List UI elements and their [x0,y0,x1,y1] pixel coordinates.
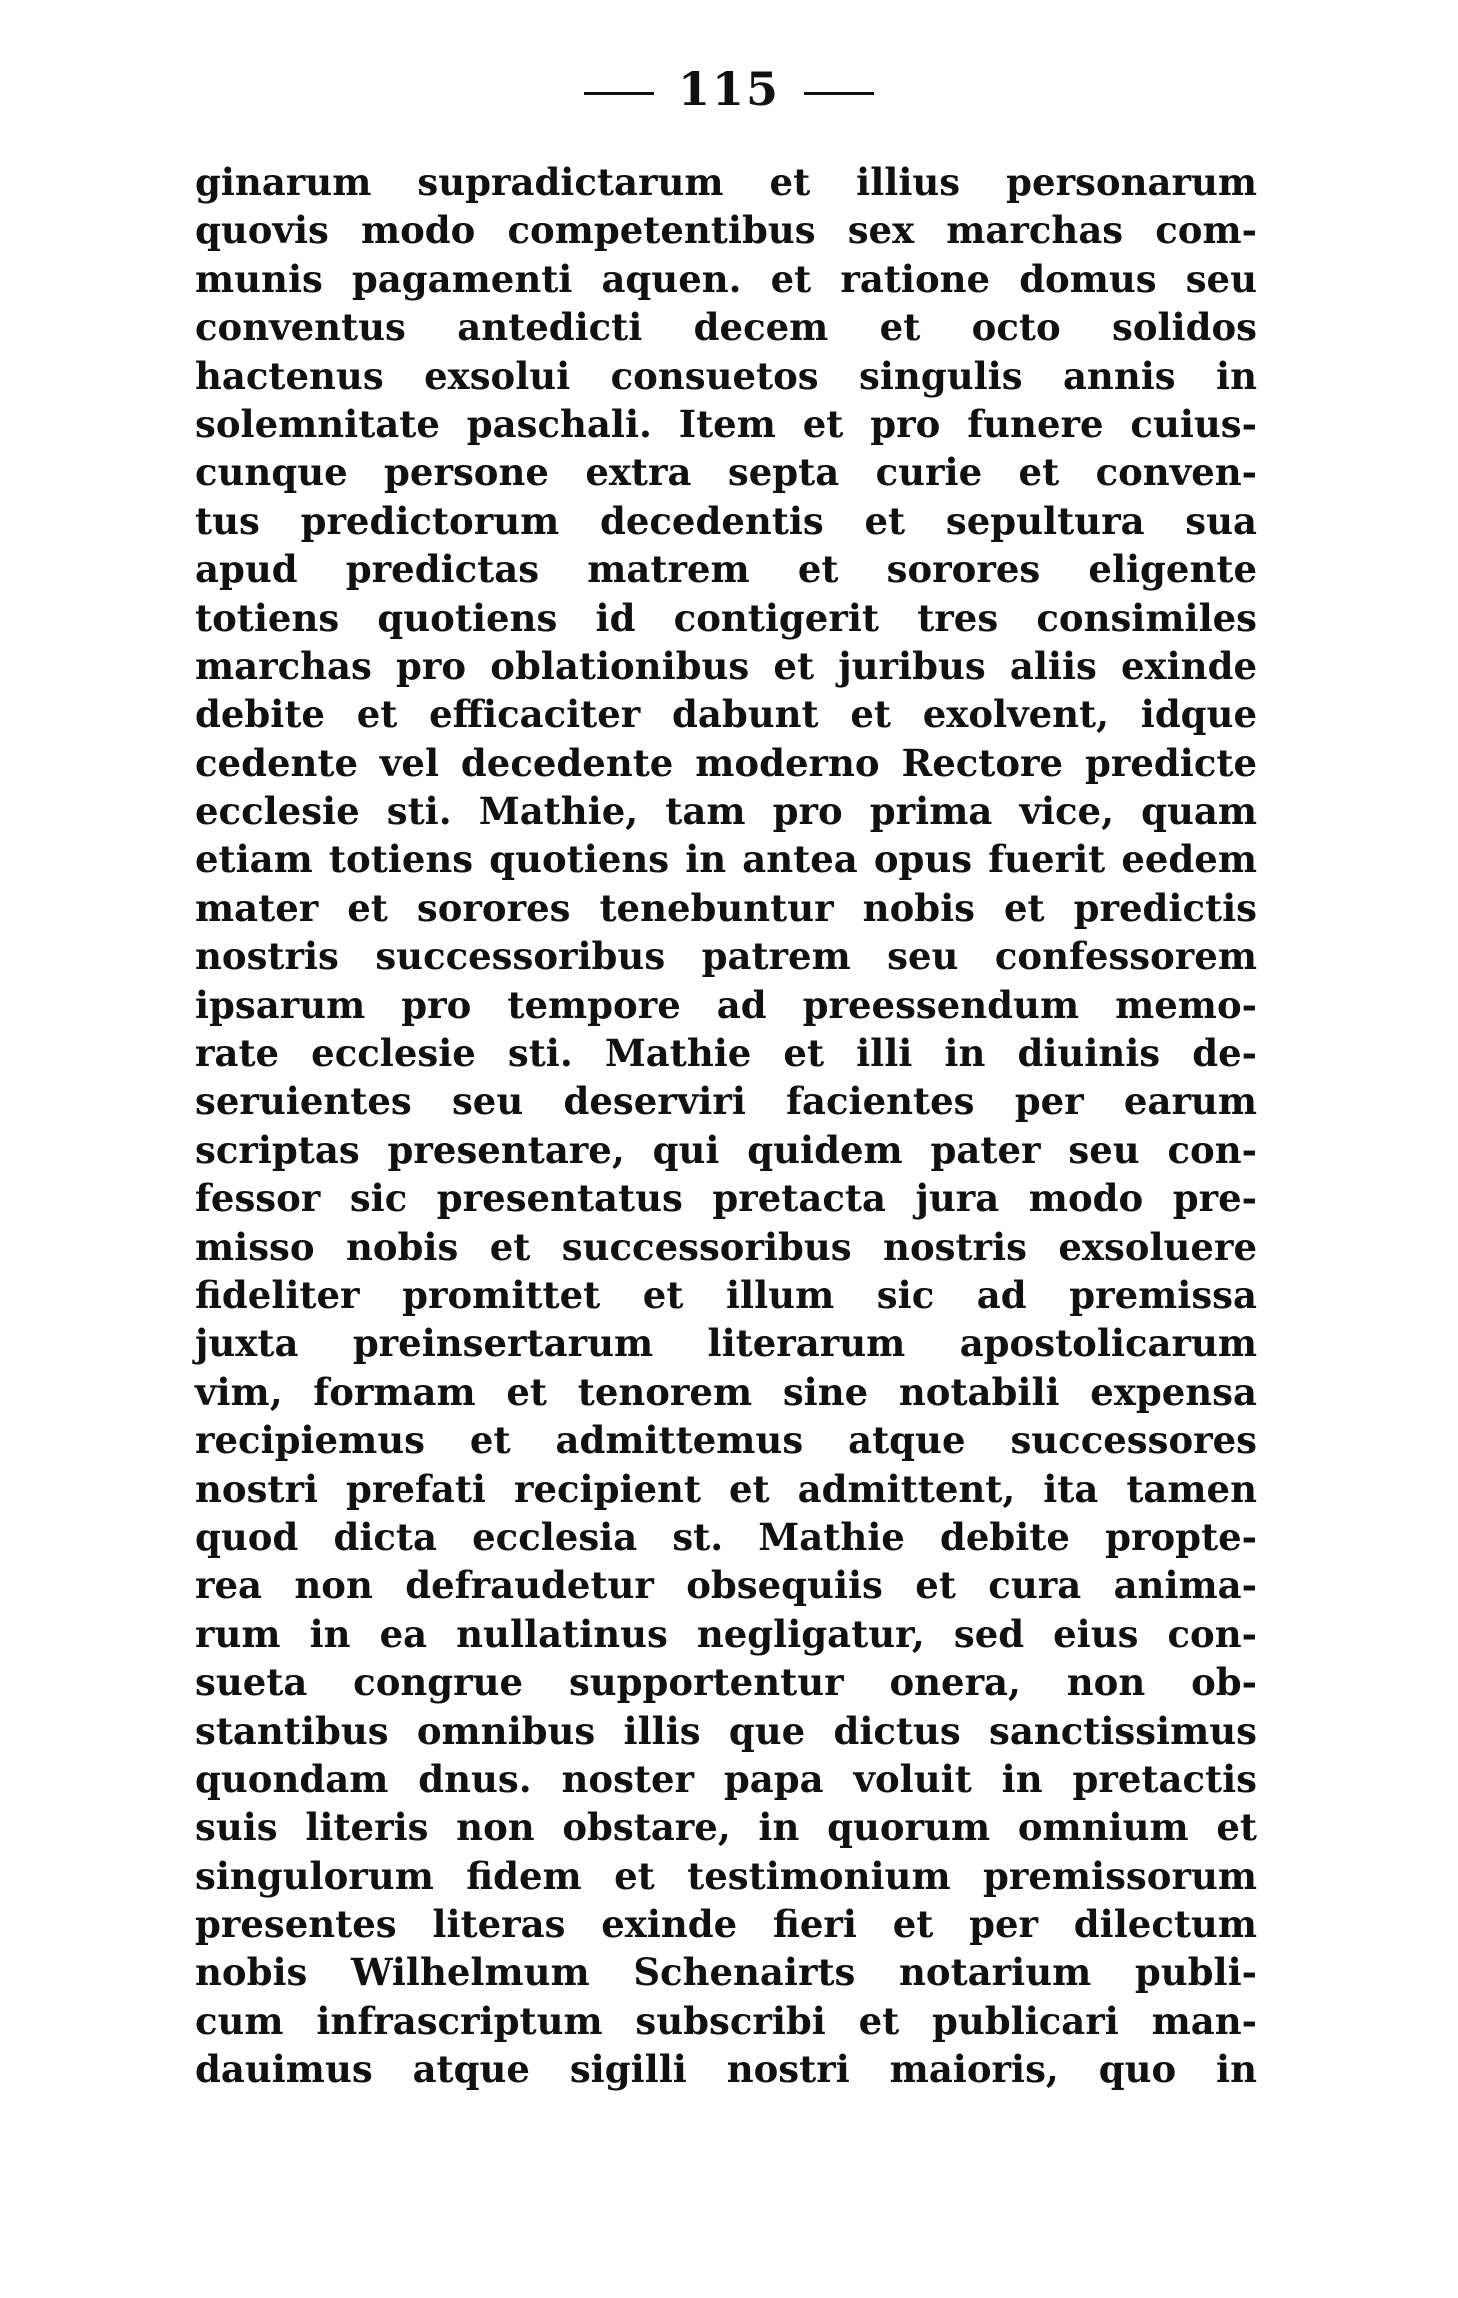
text-line: fideliter promittet et illum sic ad premissa [195,1272,1257,1317]
text-line: cunque persone extra septa curie et conven- [195,450,1257,495]
page-number: 115 [677,62,781,116]
text-line: sueta congrue supportentur onera, non ob- [195,1660,1257,1705]
header-dash-left [584,92,654,95]
text-line: hactenus exsolui consuetos singulis annis in [195,353,1257,398]
text-line: misso nobis et successoribus nostris exsoluere [195,1224,1257,1269]
text-line: nostri prefati recipient et admittent, ita tamen [195,1466,1257,1511]
text-line: seruientes seu deserviri facientes per earum [195,1079,1257,1124]
text-line: etiam totiens quotiens in antea opus fuerit eedem [195,837,1257,882]
text-line: stantibus omnibus illis que dictus sanctissimus [195,1708,1257,1753]
text-line: quondam dnus. noster papa voluit in pretactis [195,1756,1257,1801]
text-line: ecclesie sti. Mathie, tam pro prima vice, quam [195,789,1257,834]
text-line: quovis modo competentibus sex marchas com- [195,208,1257,253]
text-line: ginarum supradictarum et illius personarum [195,160,1257,204]
body-text [195,158,1257,2094]
text-line: presentes literas exinde fieri et per dilectum [195,1902,1257,1947]
text-line: nostris successoribus patrem seu confessorem [195,934,1257,979]
text-line: cum infrascriptum subscribi et publicari man- [195,1998,1257,2043]
text-line: nobis Wilhelmum Schenairts notarium publi- [195,1950,1257,1995]
text-line: cedente vel decedente moderno Rectore predicte [195,740,1257,785]
text-line: tus predictorum decedentis et sepultura sua [195,498,1257,543]
text-line: recipiemus et admittemus atque successores [195,1418,1257,1463]
text-line: vim, formam et tenorem sine notabili expensa [195,1369,1257,1414]
text-line: debite et efficaciter dabunt et exolvent, idque [195,692,1257,737]
text-line: rate ecclesie sti. Mathie et illi in diuinis de- [195,1031,1257,1076]
text-line: mater et sorores tenebuntur nobis et predictis [195,885,1257,930]
text-line: quod dicta ecclesia st. Mathie debite propte- [195,1514,1257,1559]
text-line: suis literis non obstare, in quorum omnium et [195,1805,1257,1850]
text-line: marchas pro oblationibus et juribus aliis exinde [195,643,1257,688]
text-line: apud predictas matrem et sorores eligente [195,547,1257,592]
text-line: munis pagamenti aquen. et ratione domus seu [195,256,1257,301]
text-line: juxta preinsertarum literarum apostolicarum [195,1321,1257,1366]
text-line: rea non defraudetur obsequiis et cura anima- [195,1563,1257,1608]
text-line: singulorum fidem et testimonium premissorum [195,1853,1257,1898]
text-line: conventus antedicti decem et octo solidos [195,305,1257,350]
header-dash-right [804,92,874,95]
text-line: totiens quotiens id contigerit tres consimiles [195,595,1257,640]
text-line: scriptas presentare, qui quidem pater seu con- [195,1127,1257,1172]
text-line: solemnitate paschali. Item et pro funere cuius- [195,401,1257,446]
text-line: dauimus atque sigilli nostri maioris, quo in [195,2047,1257,2092]
text-line: fessor sic presentatus pretacta jura modo pre- [195,1176,1257,1221]
text-line: rum in ea nullatinus negligatur, sed eius con- [195,1611,1257,1656]
text-line: ipsarum pro tempore ad preessendum memo- [195,982,1257,1027]
page-header [0,62,1458,116]
